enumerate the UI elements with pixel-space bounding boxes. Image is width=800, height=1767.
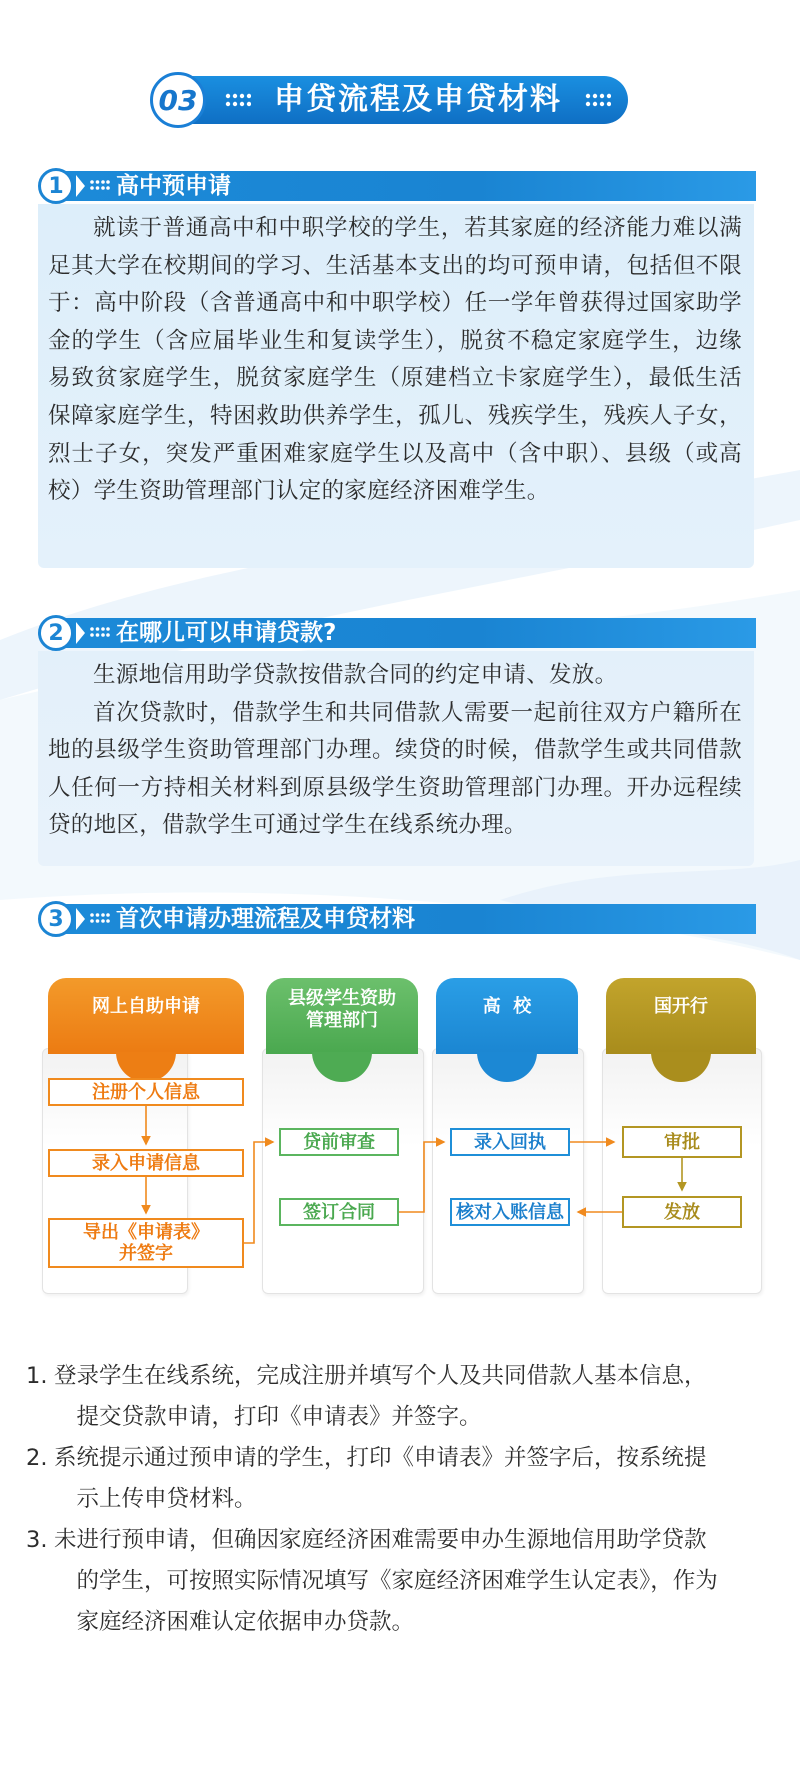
note-number: 1.	[26, 1363, 48, 1389]
flow-step-pre-loan-review: 贷前审查	[279, 1128, 399, 1156]
note-line: 登录学生在线系统，完成注册并填写个人及共同借款人基本信息，	[54, 1363, 707, 1389]
flow-chart	[42, 978, 762, 1318]
flow-step-verify-account: 核对入账信息	[450, 1198, 570, 1226]
note-item	[26, 1356, 766, 1438]
main-header-number-badge: 03	[150, 72, 206, 128]
flow-step-disburse: 发放	[622, 1196, 742, 1228]
arrow-right-icon	[244, 1142, 273, 1243]
section-title: 首次申请办理流程及申贷材料	[116, 906, 415, 932]
main-header	[150, 72, 628, 128]
section-2-paragraph-1: 生源地信用助学贷款按借款合同的约定申请、发放。	[93, 662, 618, 688]
note-line: 提交贷款申请，打印《申请表》并签字。	[76, 1404, 482, 1430]
dots-icon	[90, 179, 110, 191]
flow-step-register: 注册个人信息	[48, 1078, 244, 1106]
flow-step-export-line: 导出《申请表》	[83, 1222, 209, 1243]
dots-icon	[225, 92, 251, 108]
chevron-right-icon	[76, 622, 85, 644]
section-title: 在哪儿可以申请贷款?	[116, 620, 337, 646]
chevron-right-icon	[76, 908, 85, 930]
notes-list	[26, 1356, 766, 1643]
section-number-badge: 3	[38, 901, 74, 937]
note-line: 家庭经济困难认定依据申办贷款。	[76, 1609, 415, 1635]
flow-arrows	[42, 978, 762, 1318]
section-header-1	[38, 168, 756, 202]
note-line: 示上传申贷材料。	[76, 1486, 257, 1512]
main-header-title: 申贷流程及申贷材料	[274, 82, 562, 117]
flow-step-input-receipt: 录入回执	[450, 1128, 570, 1156]
section-header-2	[38, 615, 756, 649]
note-number: 3.	[26, 1527, 48, 1553]
chevron-right-icon	[76, 175, 85, 197]
section-number-badge: 1	[38, 168, 74, 204]
section-2-paragraph-2: 首次贷款时，借款学生和共同借款人需要一起前往双方户籍所在地的县级学生资助管理部门办理。续贷的时候，借款学生或共同借款人任何一方持相关材料到原县级学生资助管理部门办理。开办远程续贷的地区，借款学生可通过学生在线系统办理。	[48, 699, 742, 839]
arrow-right-icon	[399, 1142, 444, 1212]
note-line: 系统提示通过预申请的学生，打印《申请表》并签字后，按系统提	[54, 1445, 707, 1471]
note-line: 未进行预申请，但确因家庭经济困难需要申办生源地信用助学贷款	[54, 1527, 707, 1553]
flow-step-approve: 审批	[622, 1126, 742, 1158]
dots-icon	[90, 912, 110, 924]
flow-header-label: 网上自助申请	[92, 996, 200, 1017]
dots-icon	[90, 626, 110, 638]
note-item	[26, 1438, 766, 1520]
section-title: 高中预申请	[116, 173, 231, 199]
note-item	[26, 1520, 766, 1643]
flow-step-input-application: 录入申请信息	[48, 1149, 244, 1177]
dots-icon	[585, 92, 611, 108]
flow-header-label: 县级学生资助管理部门	[288, 988, 396, 1031]
section-1-panel	[38, 204, 754, 568]
flow-step-sign-contract: 签订合同	[279, 1198, 399, 1226]
section-1-paragraph: 就读于普通高中和中职学校的学生，若其家庭的经济能力难以满足其大学在校期间的学习、生活基本支出的均可预申请，包括但不限于：高中阶段（含普通高中和中职学校）任一学年曾获得过国家助学金的学生（含应届毕业生和复读学生），脱贫不稳定家庭学生，边缘易致贫家庭学生，脱贫家庭学生（原建档立卡家庭学生），最低生活保障家庭学生，特困救助供养学生，孤儿、残疾学生，残疾人子女，烈士子女，突发严重困难家庭学生以及高中（含中职）、县级（或高校）学生资助管理部门认定的家庭经济困难学生。	[48, 215, 742, 505]
section-header-3	[38, 901, 756, 935]
note-line: 的学生，可按照实际情况填写《家庭经济困难学生认定表》，作为	[76, 1568, 718, 1594]
flow-header-label: 国开行	[654, 996, 708, 1017]
flow-step-sign-line: 并签字	[119, 1243, 173, 1264]
section-2-panel	[38, 651, 754, 866]
flow-header-label: 高 校	[482, 996, 532, 1017]
note-number: 2.	[26, 1445, 48, 1471]
section-number-badge: 2	[38, 615, 74, 651]
